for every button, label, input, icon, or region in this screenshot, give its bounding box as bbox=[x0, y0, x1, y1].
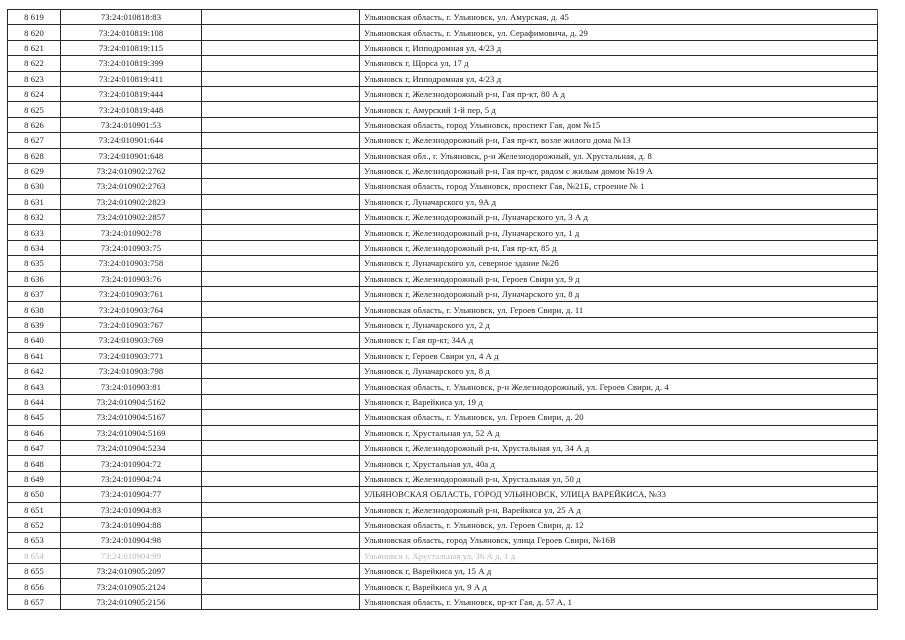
row-number-cell: 8 655 bbox=[8, 564, 61, 579]
row-number-cell: 8 632 bbox=[8, 210, 61, 225]
table-row bbox=[8, 271, 878, 286]
cadastral-number-cell: 73:24:010819:448 bbox=[61, 102, 202, 117]
empty-cell bbox=[202, 533, 360, 548]
empty-cell bbox=[202, 456, 360, 471]
table-row bbox=[8, 240, 878, 255]
row-number-cell: 8 652 bbox=[8, 517, 61, 532]
empty-cell bbox=[202, 117, 360, 132]
address-cell: Ульяновская область, г. Ульяновск, ул. Серафимовича, д. 29 bbox=[360, 25, 878, 40]
table-row bbox=[8, 440, 878, 455]
cadastral-number-cell: 73:24:010901:53 bbox=[61, 117, 202, 132]
row-number-cell: 8 623 bbox=[8, 71, 61, 86]
row-number-cell: 8 619 bbox=[8, 10, 61, 25]
address-cell: Ульяновская область, город Ульяновск, улица Героев Свири, №16В bbox=[360, 533, 878, 548]
cadastral-number-cell: 73:24:010819:399 bbox=[61, 56, 202, 71]
row-number-cell: 8 651 bbox=[8, 502, 61, 517]
table-row bbox=[8, 456, 878, 471]
address-cell: Ульяновск г, Варейкиса ул, 9 А д bbox=[360, 579, 878, 594]
empty-cell bbox=[202, 471, 360, 486]
row-number-cell: 8 642 bbox=[8, 363, 61, 378]
address-cell: Ульяновск г, Железнодорожный р-н, Героев Свири ул, 9 д bbox=[360, 271, 878, 286]
cadastral-number-cell: 73:24:010903:764 bbox=[61, 302, 202, 317]
empty-cell bbox=[202, 71, 360, 86]
table-row bbox=[8, 163, 878, 178]
table-row bbox=[8, 564, 878, 579]
empty-cell bbox=[202, 102, 360, 117]
address-cell: Ульяновск г, Гая пр-кт, 34А д bbox=[360, 333, 878, 348]
empty-cell bbox=[202, 10, 360, 25]
empty-cell bbox=[202, 271, 360, 286]
address-cell: Ульяновск г, Луначарского ул, северное здание №2б bbox=[360, 256, 878, 271]
row-number-cell: 8 621 bbox=[8, 40, 61, 55]
empty-cell bbox=[202, 594, 360, 609]
empty-cell bbox=[202, 333, 360, 348]
cadastral-number-cell: 73:24:010904:72 bbox=[61, 456, 202, 471]
address-cell: Ульяновск г, Щорса ул, 17 д bbox=[360, 56, 878, 71]
table-row bbox=[8, 40, 878, 55]
cadastral-number-cell: 73:24:010903:75 bbox=[61, 240, 202, 255]
cadastral-number-cell: 73:24:010819:411 bbox=[61, 71, 202, 86]
cadastral-number-cell: 73:24:010903:767 bbox=[61, 317, 202, 332]
row-number-cell: 8 625 bbox=[8, 102, 61, 117]
address-cell: Ульяновск г, Железнодорожный р-н, Луначарского ул, 8 д bbox=[360, 287, 878, 302]
address-cell: Ульяновск г, Варейкиса ул, 15 А д bbox=[360, 564, 878, 579]
cadastral-number-cell: 73:24:010903:758 bbox=[61, 256, 202, 271]
empty-cell bbox=[202, 348, 360, 363]
address-cell: Ульяновск г, Железнодорожный р-н, Гая пр-кт, возле жилого дома №13 bbox=[360, 133, 878, 148]
address-cell: Ульяновск г, Железнодорожный р-н, Гая пр-кт, 85 д bbox=[360, 240, 878, 255]
row-number-cell: 8 636 bbox=[8, 271, 61, 286]
cadastral-number-cell: 73:24:010905:2124 bbox=[61, 579, 202, 594]
cadastral-number-cell: 73:24:010903:771 bbox=[61, 348, 202, 363]
empty-cell bbox=[202, 425, 360, 440]
row-number-cell: 8 641 bbox=[8, 348, 61, 363]
address-cell: Ульяновск г, Железнодорожный р-н, Гая пр-кт, рядом с жилым домом №19 А bbox=[360, 163, 878, 178]
row-number-cell: 8 648 bbox=[8, 456, 61, 471]
empty-cell bbox=[202, 194, 360, 209]
row-number-cell: 8 624 bbox=[8, 86, 61, 101]
table-row bbox=[8, 533, 878, 548]
address-cell: Ульяновская область, город Ульяновск, проспект Гая, №21Б, строение № 1 bbox=[360, 179, 878, 194]
empty-cell bbox=[202, 133, 360, 148]
cadastral-number-cell: 73:24:010903:81 bbox=[61, 379, 202, 394]
address-cell: Ульяновск г, Железнодорожный р-н, Хрустальная ул, 50 д bbox=[360, 471, 878, 486]
address-cell: Ульяновск г, Варейкиса ул, 19 д bbox=[360, 394, 878, 409]
empty-cell bbox=[202, 317, 360, 332]
row-number-cell: 8 644 bbox=[8, 394, 61, 409]
cadastral-number-cell: 73:24:010902:2857 bbox=[61, 210, 202, 225]
row-number-cell: 8 635 bbox=[8, 256, 61, 271]
empty-cell bbox=[202, 240, 360, 255]
cadastral-number-cell: 73:24:010904:74 bbox=[61, 471, 202, 486]
row-number-cell: 8 639 bbox=[8, 317, 61, 332]
row-number-cell: 8 653 bbox=[8, 533, 61, 548]
table-row bbox=[8, 71, 878, 86]
address-cell: Ульяновск г, Ипподромная ул, 4/23 д bbox=[360, 71, 878, 86]
cadastral-number-cell: 73:24:010901:644 bbox=[61, 133, 202, 148]
cadastral-number-cell: 73:24:010904:5167 bbox=[61, 410, 202, 425]
address-cell: Ульяновская область, г. Ульяновск, ул. Амурская, д. 45 bbox=[360, 10, 878, 25]
cadastral-number-cell: 73:24:010904:83 bbox=[61, 502, 202, 517]
row-number-cell: 8 631 bbox=[8, 194, 61, 209]
address-cell: Ульяновск г, Железнодорожный р-н, Луначарского ул, 3 А д bbox=[360, 210, 878, 225]
address-cell: Ульяновск г, Амурский 1-й пер, 5 д bbox=[360, 102, 878, 117]
cadastral-number-cell: 73:24:010905:2097 bbox=[61, 564, 202, 579]
table-row bbox=[8, 102, 878, 117]
row-number-cell: 8 647 bbox=[8, 440, 61, 455]
address-cell: Ульяновская область, г. Ульяновск, пр-кт Гая, д. 57 А, 1 bbox=[360, 594, 878, 609]
cadastral-number-cell: 73:24:010902:2763 bbox=[61, 179, 202, 194]
row-number-cell: 8 645 bbox=[8, 410, 61, 425]
table-row bbox=[8, 548, 878, 563]
registry-table bbox=[7, 9, 878, 610]
empty-cell bbox=[202, 564, 360, 579]
address-cell: Ульяновск г, Хрустальная ул, 52 А д bbox=[360, 425, 878, 440]
address-cell: Ульяновск г, Луначарского ул, 9А д bbox=[360, 194, 878, 209]
table-row bbox=[8, 379, 878, 394]
address-cell: Ульяновская область, г. Ульяновск, р-н Железнодорожный, ул. Героев Свири, д. 4 bbox=[360, 379, 878, 394]
cadastral-number-cell: 73:24:010903:769 bbox=[61, 333, 202, 348]
cadastral-number-cell: 73:24:010904:5162 bbox=[61, 394, 202, 409]
table-row bbox=[8, 348, 878, 363]
cadastral-number-cell: 73:24:010903:76 bbox=[61, 271, 202, 286]
address-cell: Ульяновск г, Луначарского ул, 8 д bbox=[360, 363, 878, 378]
address-cell: Ульяновск г, Железнодорожный р-н, Луначарского ул, 1 д bbox=[360, 225, 878, 240]
address-cell: Ульяновск г, Героев Свири ул, 4 А д bbox=[360, 348, 878, 363]
empty-cell bbox=[202, 86, 360, 101]
table-row bbox=[8, 210, 878, 225]
row-number-cell: 8 620 bbox=[8, 25, 61, 40]
empty-cell bbox=[202, 579, 360, 594]
row-number-cell: 8 656 bbox=[8, 579, 61, 594]
row-number-cell: 8 626 bbox=[8, 117, 61, 132]
row-number-cell: 8 629 bbox=[8, 163, 61, 178]
table-row bbox=[8, 256, 878, 271]
cadastral-number-cell: 73:24:010901:648 bbox=[61, 148, 202, 163]
row-number-cell: 8 627 bbox=[8, 133, 61, 148]
empty-cell bbox=[202, 410, 360, 425]
address-cell: Ульяновская область, г. Ульяновск, ул. Героев Свири, д. 20 bbox=[360, 410, 878, 425]
address-cell: Ульяновск г, Ипподромная ул, 4/23 д bbox=[360, 40, 878, 55]
row-number-cell: 8 630 bbox=[8, 179, 61, 194]
address-cell: Ульяновск г, Хрустальная ул, 40а д bbox=[360, 456, 878, 471]
address-cell: Ульяновская обл., г. Ульяновск, р-н Железнодорожный, ул. Хрустальная, д. 8 bbox=[360, 148, 878, 163]
cadastral-number-cell: 73:24:010819:115 bbox=[61, 40, 202, 55]
table-row bbox=[8, 487, 878, 502]
empty-cell bbox=[202, 517, 360, 532]
empty-cell bbox=[202, 379, 360, 394]
row-number-cell: 8 634 bbox=[8, 240, 61, 255]
address-cell: Ульяновск г, Железнодорожный р-н, Варейкиса ул, 25 А д bbox=[360, 502, 878, 517]
row-number-cell: 8 646 bbox=[8, 425, 61, 440]
cadastral-number-cell: 73:24:010905:2156 bbox=[61, 594, 202, 609]
table-row bbox=[8, 394, 878, 409]
table-row bbox=[8, 471, 878, 486]
table-row bbox=[8, 302, 878, 317]
cadastral-number-cell: 73:24:010904:98 bbox=[61, 533, 202, 548]
cadastral-number-cell: 73:24:010819:444 bbox=[61, 86, 202, 101]
address-cell: Ульяновская область, г. Ульяновск, ул. Героев Свири, д. 11 bbox=[360, 302, 878, 317]
row-number-cell: 8 643 bbox=[8, 379, 61, 394]
table-row bbox=[8, 333, 878, 348]
table-row bbox=[8, 56, 878, 71]
row-number-cell: 8 622 bbox=[8, 56, 61, 71]
empty-cell bbox=[202, 548, 360, 563]
table-row bbox=[8, 179, 878, 194]
empty-cell bbox=[202, 487, 360, 502]
empty-cell bbox=[202, 440, 360, 455]
table-row bbox=[8, 86, 878, 101]
empty-cell bbox=[202, 256, 360, 271]
empty-cell bbox=[202, 179, 360, 194]
table-row bbox=[8, 10, 878, 25]
table-row bbox=[8, 225, 878, 240]
empty-cell bbox=[202, 394, 360, 409]
table-row bbox=[8, 117, 878, 132]
row-number-cell: 8 638 bbox=[8, 302, 61, 317]
cadastral-number-cell: 73:24:010902:2823 bbox=[61, 194, 202, 209]
page-edge-mark bbox=[877, 9, 878, 23]
cadastral-number-cell: 73:24:010903:761 bbox=[61, 287, 202, 302]
cadastral-number-cell: 73:24:010904:88 bbox=[61, 517, 202, 532]
row-number-cell: 8 640 bbox=[8, 333, 61, 348]
table-row bbox=[8, 148, 878, 163]
table-row bbox=[8, 133, 878, 148]
table-row bbox=[8, 363, 878, 378]
table-row bbox=[8, 194, 878, 209]
empty-cell bbox=[202, 502, 360, 517]
table-row bbox=[8, 425, 878, 440]
address-cell: Ульяновск г, Железнодорожный р-н, Хрустальная ул, 34 А д bbox=[360, 440, 878, 455]
table-row bbox=[8, 502, 878, 517]
cadastral-number-cell: 73:24:010904:5234 bbox=[61, 440, 202, 455]
cadastral-number-cell: 73:24:010904:5169 bbox=[61, 425, 202, 440]
empty-cell bbox=[202, 363, 360, 378]
address-cell: Ульяновск г, Луначарского ул, 2 д bbox=[360, 317, 878, 332]
registry-table-body bbox=[8, 10, 878, 610]
empty-cell bbox=[202, 210, 360, 225]
row-number-cell: 8 654 bbox=[8, 548, 61, 563]
row-number-cell: 8 650 bbox=[8, 487, 61, 502]
address-cell: УЛЬЯНОВСКАЯ ОБЛАСТЬ, ГОРОД УЛЬЯНОВСК, УЛИЦА ВАРЕЙКИСА, №33 bbox=[360, 487, 878, 502]
table-row bbox=[8, 317, 878, 332]
table-row bbox=[8, 287, 878, 302]
row-number-cell: 8 649 bbox=[8, 471, 61, 486]
row-number-cell: 8 633 bbox=[8, 225, 61, 240]
address-cell: Ульяновская область, г. Ульяновск, ул. Героев Свири, д. 12 bbox=[360, 517, 878, 532]
empty-cell bbox=[202, 56, 360, 71]
row-number-cell: 8 657 bbox=[8, 594, 61, 609]
row-number-cell: 8 637 bbox=[8, 287, 61, 302]
empty-cell bbox=[202, 302, 360, 317]
row-number-cell: 8 628 bbox=[8, 148, 61, 163]
empty-cell bbox=[202, 225, 360, 240]
cadastral-number-cell: 73:24:010902:2762 bbox=[61, 163, 202, 178]
cadastral-number-cell: 73:24:010904:77 bbox=[61, 487, 202, 502]
address-cell: Ульяновск г, Хрустальная ул, 36 А д, 1 д bbox=[360, 548, 878, 563]
empty-cell bbox=[202, 163, 360, 178]
table-row bbox=[8, 579, 878, 594]
cadastral-number-cell: 73:24:010819:108 bbox=[61, 25, 202, 40]
address-cell: Ульяновская область, город Ульяновск, проспект Гая, дом №15 bbox=[360, 117, 878, 132]
cadastral-number-cell: 73:24:010903:798 bbox=[61, 363, 202, 378]
table-row bbox=[8, 25, 878, 40]
cadastral-number-cell: 73:24:010902:78 bbox=[61, 225, 202, 240]
empty-cell bbox=[202, 148, 360, 163]
cadastral-number-cell: 73:24:010818:83 bbox=[61, 10, 202, 25]
empty-cell bbox=[202, 40, 360, 55]
cadastral-number-cell: 73:24:010904:99 bbox=[61, 548, 202, 563]
empty-cell bbox=[202, 287, 360, 302]
table-row bbox=[8, 410, 878, 425]
address-cell: Ульяновск г, Железнодорожный р-н, Гая пр-кт, 80 А д bbox=[360, 86, 878, 101]
table-row bbox=[8, 517, 878, 532]
empty-cell bbox=[202, 25, 360, 40]
table-row bbox=[8, 594, 878, 609]
